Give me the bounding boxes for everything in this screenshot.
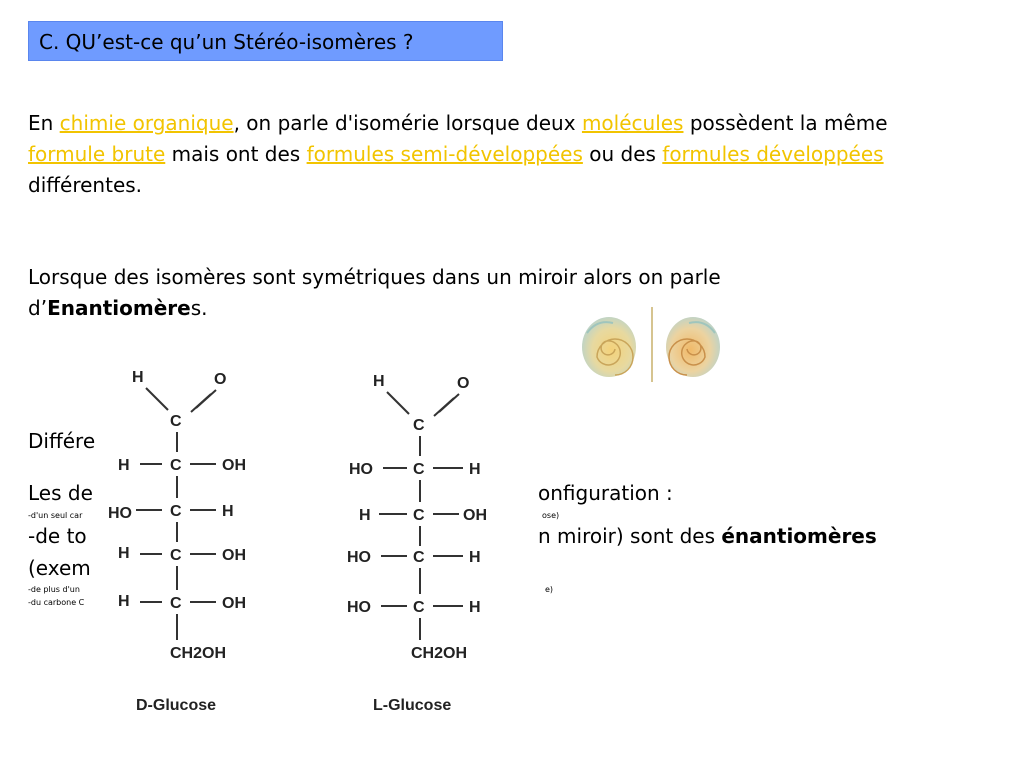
hidden-small-3a: -du carbone C bbox=[28, 598, 85, 607]
enantio-text-2: d’ bbox=[28, 296, 48, 320]
hidden-small-3 bbox=[28, 598, 84, 608]
hidden-small-1b: ose) bbox=[542, 511, 560, 520]
snail-shells-mirror-image bbox=[575, 305, 735, 385]
group-oh-c3: OH bbox=[463, 507, 487, 524]
atom-h-c3: H bbox=[222, 503, 234, 520]
atom-c5: C bbox=[413, 599, 425, 616]
right-snail-shell-icon bbox=[666, 317, 720, 377]
atom-c2: C bbox=[170, 457, 182, 474]
group-ho-c2: HO bbox=[349, 461, 373, 478]
hidden-text-2a: Les de bbox=[28, 481, 93, 505]
link-formule-brute[interactable]: formule brute bbox=[28, 142, 166, 166]
intro-text-6: différentes. bbox=[28, 173, 143, 197]
intro-paragraph bbox=[28, 108, 998, 201]
link-formules-developpees[interactable]: formules développées bbox=[662, 142, 884, 166]
link-formules-semi-developpees[interactable]: formules semi-développées bbox=[306, 142, 583, 166]
group-ho-c3: HO bbox=[108, 505, 132, 522]
atom-h-c3: H bbox=[359, 507, 371, 524]
atom-c4: C bbox=[413, 549, 425, 566]
intro-text-3: possèdent la même bbox=[683, 111, 888, 135]
link-molecules[interactable]: molécules bbox=[581, 111, 684, 135]
atom-c3: C bbox=[413, 507, 425, 524]
page-title: C. QU’est-ce qu’un Stéréo-isomères ? bbox=[39, 30, 414, 54]
atom-o: O bbox=[214, 371, 227, 388]
d-glucose-structure bbox=[100, 360, 270, 722]
atom-h-c2: H bbox=[118, 457, 130, 474]
group-oh-c4: OH bbox=[222, 547, 246, 564]
group-ho-c5: HO bbox=[347, 599, 371, 616]
atom-c2: C bbox=[413, 461, 425, 478]
intro-text-2: , on parle d'isomérie lorsque deux bbox=[233, 111, 582, 135]
hidden-bold-term: énantiomères bbox=[721, 524, 877, 548]
atom-c5: C bbox=[170, 595, 182, 612]
group-ch2oh: CH2OH bbox=[411, 645, 468, 662]
atom-h: H bbox=[132, 369, 144, 386]
atom-c1: C bbox=[170, 413, 182, 430]
enantio-text-3: s. bbox=[190, 296, 208, 320]
group-ch2oh: CH2OH bbox=[170, 645, 227, 662]
left-snail-shell-icon bbox=[582, 317, 636, 377]
enantio-bold-term: Enantiomère bbox=[47, 296, 191, 320]
l-glucose-label: L-Glucose bbox=[373, 697, 452, 714]
intro-text-4: mais ont des bbox=[165, 142, 307, 166]
atom-c4: C bbox=[170, 547, 182, 564]
hidden-text-2b: onfiguration : bbox=[538, 481, 673, 505]
intro-text-5: ou des bbox=[582, 142, 663, 166]
atom-h-c4: H bbox=[469, 549, 481, 566]
hidden-text-3b: n miroir) sont des bbox=[538, 524, 722, 548]
hidden-small-2b: e) bbox=[545, 585, 554, 594]
atom-h-c5: H bbox=[118, 593, 130, 610]
group-oh-c2: OH bbox=[222, 457, 246, 474]
atom-c3: C bbox=[170, 503, 182, 520]
hidden-text-3a: -de to bbox=[28, 524, 87, 548]
d-glucose-label: D-Glucose bbox=[136, 697, 217, 714]
atom-h-c4: H bbox=[118, 545, 130, 562]
group-oh-c5: OH bbox=[222, 595, 246, 612]
group-ho-c4: HO bbox=[347, 549, 371, 566]
hidden-line-1 bbox=[28, 419, 95, 463]
hidden-text-4: (exem bbox=[28, 556, 91, 580]
link-chimie-organique[interactable]: chimie organique bbox=[59, 111, 234, 135]
title-box bbox=[28, 21, 503, 61]
atom-o: O bbox=[457, 375, 470, 392]
atom-c1: C bbox=[413, 417, 425, 434]
atom-h: H bbox=[373, 373, 385, 390]
atom-h-c2: H bbox=[469, 461, 481, 478]
hidden-small-1a: -d'un seul car bbox=[28, 511, 83, 520]
hidden-line-4 bbox=[28, 546, 91, 590]
enantio-text-1: Lorsque des isomères sont symétriques dans un miroir alors on parle bbox=[28, 265, 721, 289]
hidden-small-2a: -de plus d'un bbox=[28, 585, 80, 594]
intro-text-1: En bbox=[28, 111, 60, 135]
l-glucose-structure bbox=[335, 362, 505, 724]
atom-h-c5: H bbox=[469, 599, 481, 616]
hidden-text-1: Différe bbox=[28, 429, 96, 453]
